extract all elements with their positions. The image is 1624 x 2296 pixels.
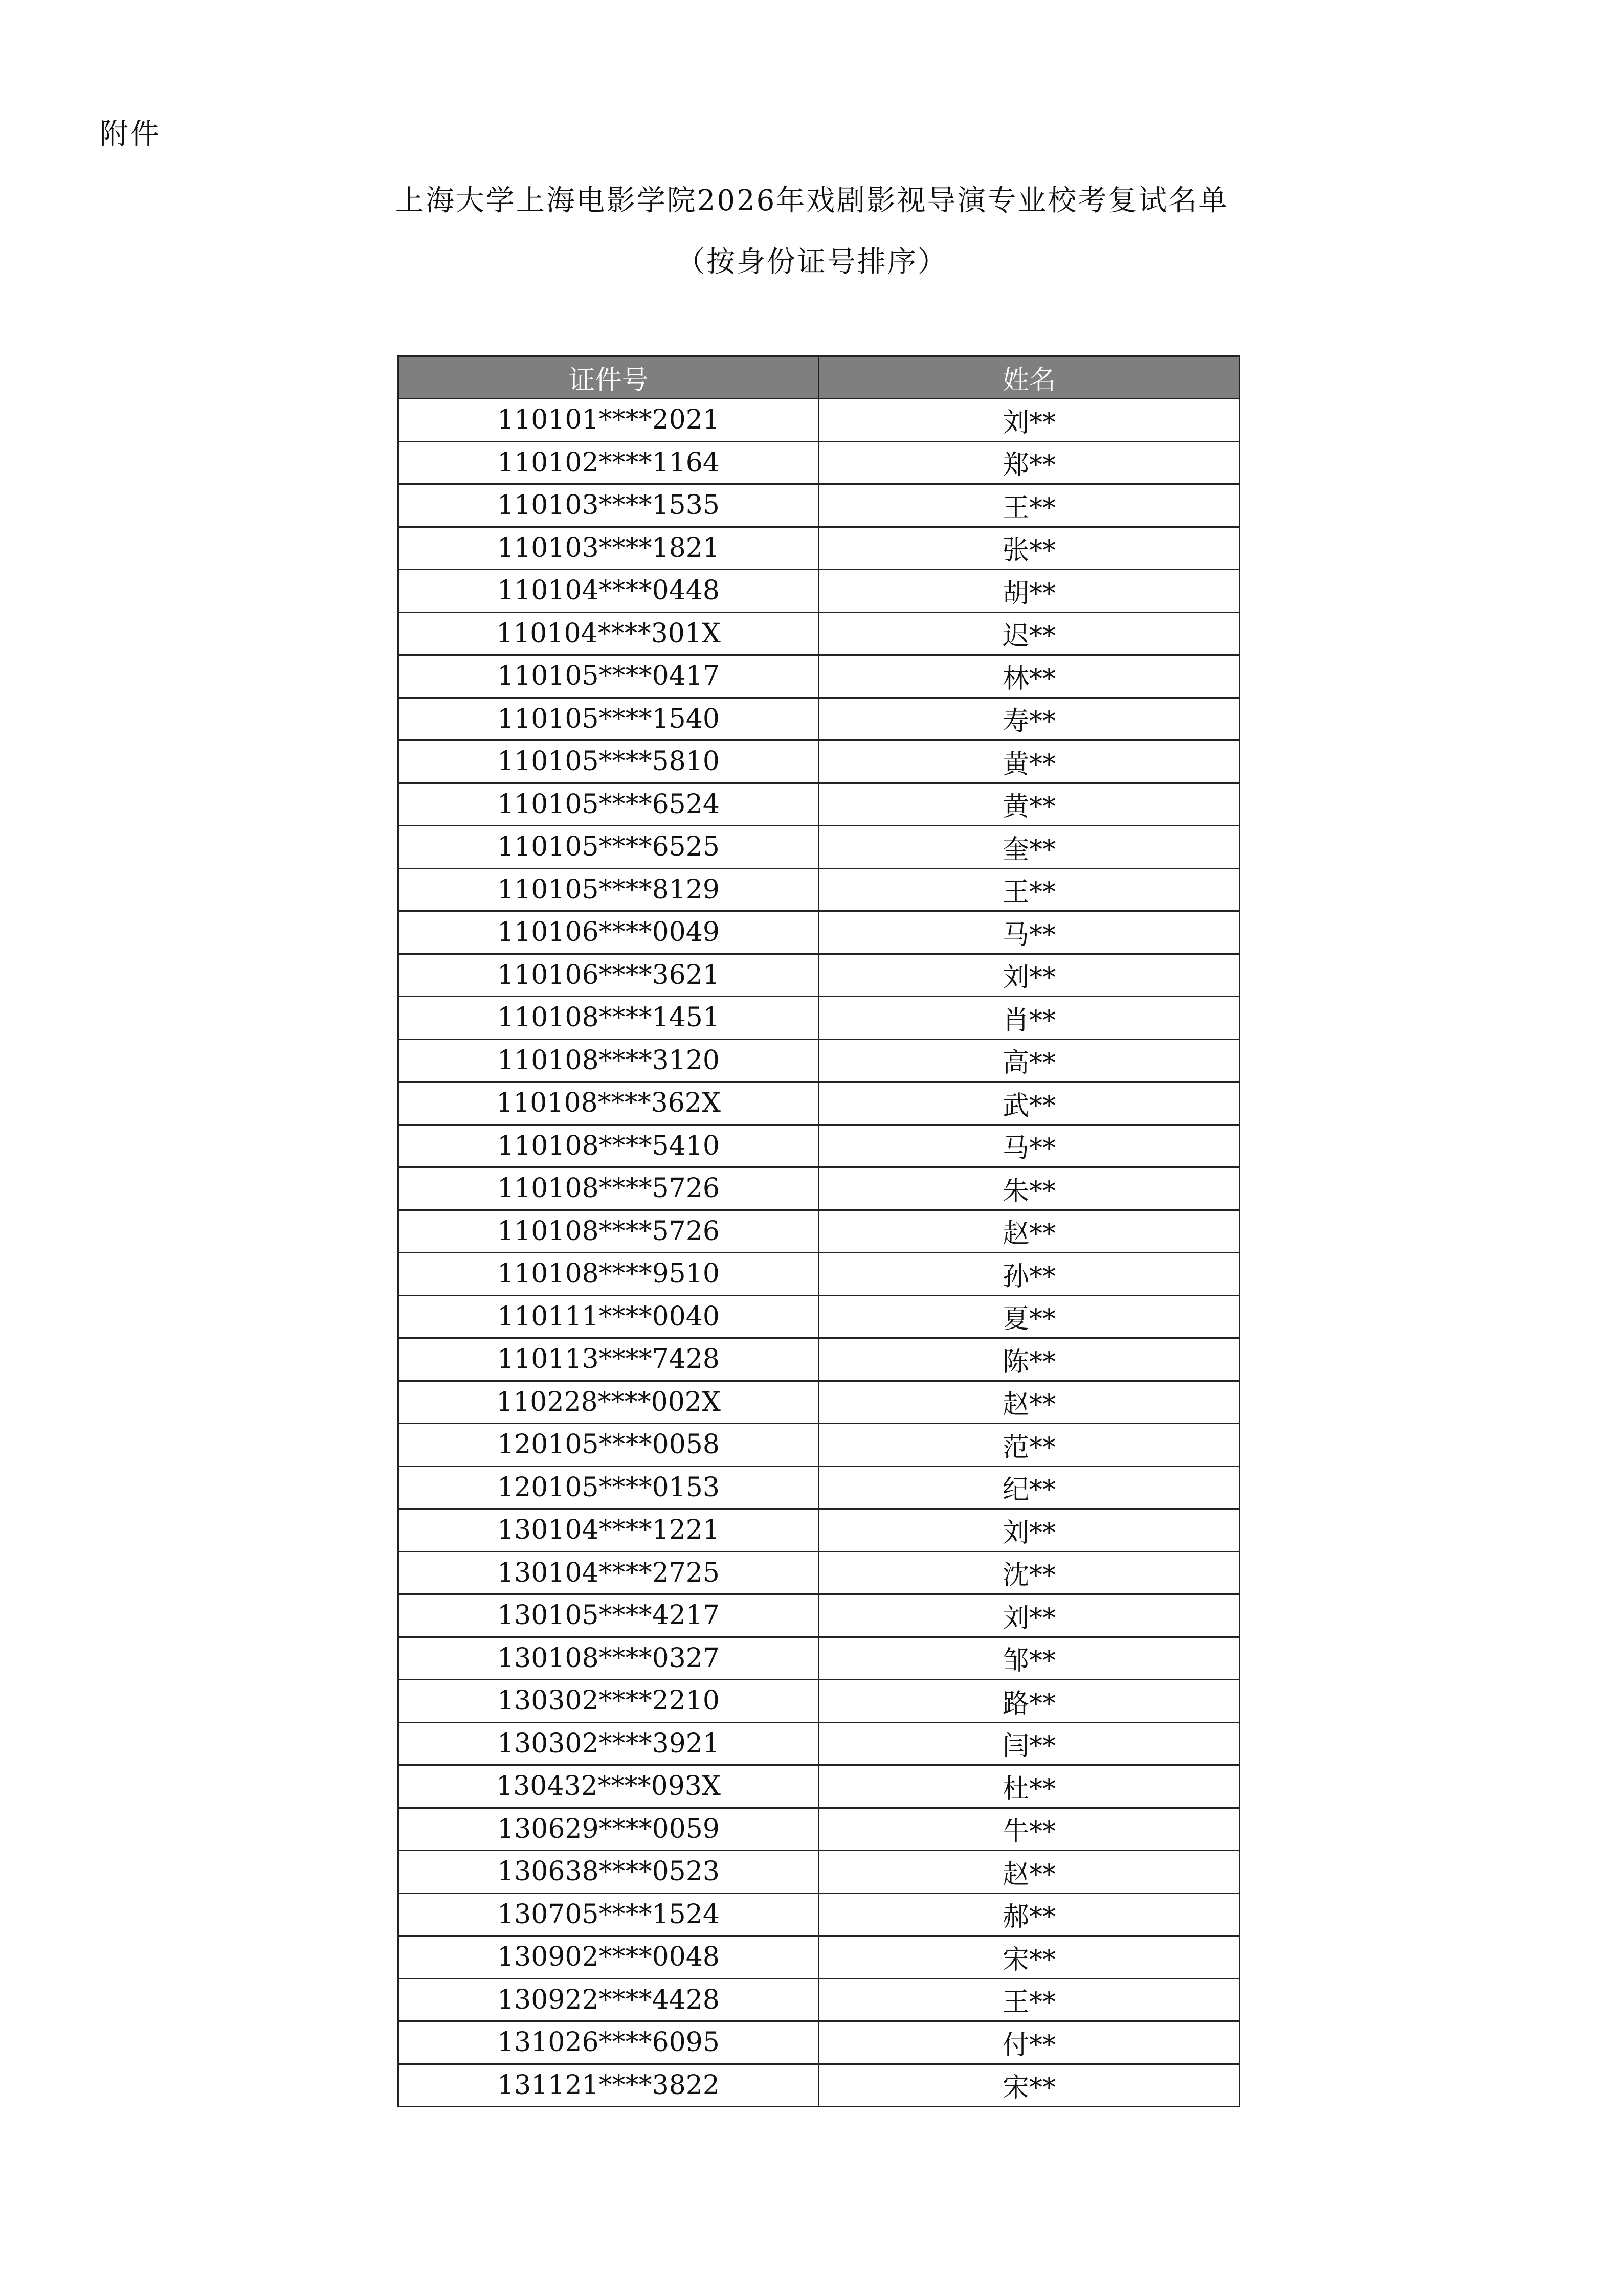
table-row xyxy=(398,1722,1240,1765)
header-id-number: 证件号 xyxy=(398,356,819,399)
id-number-cell: 110108****5726 xyxy=(398,1210,819,1253)
id-number-cell: 110104****301X xyxy=(398,612,819,655)
name-cell: 林** xyxy=(819,655,1240,698)
name-cell: 纪** xyxy=(819,1466,1240,1509)
table-row xyxy=(398,697,1240,740)
id-number-cell: 130108****0327 xyxy=(398,1637,819,1680)
table-row xyxy=(398,740,1240,783)
id-number-cell: 110106****3621 xyxy=(398,954,819,997)
name-cell: 刘** xyxy=(819,1594,1240,1637)
name-cell: 夏** xyxy=(819,1295,1240,1338)
name-cell: 胡** xyxy=(819,570,1240,613)
id-number-cell: 110108****1451 xyxy=(398,997,819,1040)
table-row xyxy=(398,527,1240,570)
name-cell: 高** xyxy=(819,1039,1240,1082)
name-cell: 路** xyxy=(819,1680,1240,1723)
name-cell: 邹** xyxy=(819,1637,1240,1680)
id-number-cell: 110108****3120 xyxy=(398,1039,819,1082)
id-number-cell: 130302****3921 xyxy=(398,1722,819,1765)
name-cell: 宋** xyxy=(819,2064,1240,2107)
table-row xyxy=(398,783,1240,826)
name-cell: 武** xyxy=(819,1082,1240,1125)
id-number-cell: 110113****7428 xyxy=(398,1338,819,1381)
id-number-cell: 120105****0153 xyxy=(398,1466,819,1509)
table-row xyxy=(398,1167,1240,1210)
document-title: 上海大学上海电影学院2026年戏剧影视导演专业校考复试名单 xyxy=(395,184,1229,217)
table-row xyxy=(398,1551,1240,1594)
id-number-cell: 110105****0417 xyxy=(398,655,819,698)
id-number-cell: 110104****0448 xyxy=(398,570,819,613)
id-number-cell: 130104****2725 xyxy=(398,1551,819,1594)
table-header-row xyxy=(398,356,1240,399)
table-row xyxy=(398,1424,1240,1467)
name-cell: 沈** xyxy=(819,1551,1240,1594)
id-number-cell: 130104****1221 xyxy=(398,1509,819,1552)
table-row xyxy=(398,1466,1240,1509)
id-number-cell: 110103****1535 xyxy=(398,484,819,527)
table-row xyxy=(398,441,1240,484)
id-number-cell: 110105****6525 xyxy=(398,826,819,869)
name-cell: 付** xyxy=(819,2021,1240,2064)
name-cell: 孙** xyxy=(819,1253,1240,1296)
table-row xyxy=(398,399,1240,442)
table-row xyxy=(398,655,1240,698)
id-number-cell: 130629****0059 xyxy=(398,1808,819,1851)
id-number-cell: 110103****1821 xyxy=(398,527,819,570)
name-cell: 刘** xyxy=(819,399,1240,442)
name-cell: 刘** xyxy=(819,1509,1240,1552)
id-number-cell: 130902****0048 xyxy=(398,1936,819,1979)
id-number-cell: 131026****6095 xyxy=(398,2021,819,2064)
id-number-cell: 110228****002X xyxy=(398,1381,819,1424)
id-number-cell: 110111****0040 xyxy=(398,1295,819,1338)
table-row xyxy=(398,826,1240,869)
name-cell: 范** xyxy=(819,1424,1240,1467)
table-row xyxy=(398,1637,1240,1680)
name-cell: 闫** xyxy=(819,1722,1240,1765)
name-cell: 马** xyxy=(819,911,1240,954)
name-cell: 迟** xyxy=(819,612,1240,655)
name-cell: 陈** xyxy=(819,1338,1240,1381)
table-row xyxy=(398,1381,1240,1424)
table-row xyxy=(398,612,1240,655)
name-cell: 宋** xyxy=(819,1936,1240,1979)
header-name: 姓名 xyxy=(819,356,1240,399)
name-cell: 赵** xyxy=(819,1851,1240,1894)
table-row xyxy=(398,1124,1240,1167)
name-cell: 刘** xyxy=(819,954,1240,997)
id-number-cell: 110108****9510 xyxy=(398,1253,819,1296)
name-cell: 王** xyxy=(819,484,1240,527)
name-cell: 杜** xyxy=(819,1765,1240,1808)
name-cell: 王** xyxy=(819,868,1240,911)
id-number-cell: 110105****8129 xyxy=(398,868,819,911)
table-row xyxy=(398,1594,1240,1637)
id-number-cell: 130705****1524 xyxy=(398,1893,819,1936)
name-cell: 王** xyxy=(819,1978,1240,2021)
name-cell: 牛** xyxy=(819,1808,1240,1851)
table-row xyxy=(398,2064,1240,2107)
table-row xyxy=(398,911,1240,954)
id-number-cell: 130638****0523 xyxy=(398,1851,819,1894)
name-cell: 黄** xyxy=(819,740,1240,783)
table-row xyxy=(398,868,1240,911)
name-cell: 郑** xyxy=(819,441,1240,484)
table-row xyxy=(398,1082,1240,1125)
table-row xyxy=(398,1295,1240,1338)
table-row xyxy=(398,1039,1240,1082)
id-number-cell: 130302****2210 xyxy=(398,1680,819,1723)
id-number-cell: 110102****1164 xyxy=(398,441,819,484)
name-cell: 马** xyxy=(819,1124,1240,1167)
table-row xyxy=(398,1851,1240,1894)
name-cell: 寿** xyxy=(819,697,1240,740)
id-number-cell: 110106****0049 xyxy=(398,911,819,954)
name-cell: 朱** xyxy=(819,1167,1240,1210)
table-row xyxy=(398,570,1240,613)
id-number-cell: 131121****3822 xyxy=(398,2064,819,2107)
name-cell: 郝** xyxy=(819,1893,1240,1936)
table-row xyxy=(398,1765,1240,1808)
name-cell: 张** xyxy=(819,527,1240,570)
table-row xyxy=(398,1978,1240,2021)
id-number-cell: 130432****093X xyxy=(398,1765,819,1808)
table-row xyxy=(398,997,1240,1040)
id-number-cell: 120105****0058 xyxy=(398,1424,819,1467)
table-row xyxy=(398,1210,1240,1253)
document-subtitle: （按身份证号排序） xyxy=(676,245,948,279)
name-cell: 赵** xyxy=(819,1210,1240,1253)
id-number-cell: 110105****1540 xyxy=(398,697,819,740)
table-row xyxy=(398,1253,1240,1296)
table-body xyxy=(398,399,1240,2107)
id-number-cell: 110101****2021 xyxy=(398,399,819,442)
id-number-cell: 110108****5726 xyxy=(398,1167,819,1210)
id-number-cell: 130105****4217 xyxy=(398,1594,819,1637)
name-cell: 奎** xyxy=(819,826,1240,869)
table-row xyxy=(398,1808,1240,1851)
table-row xyxy=(398,1338,1240,1381)
id-number-cell: 110105****6524 xyxy=(398,783,819,826)
table-row xyxy=(398,1936,1240,1979)
attachment-label: 附件 xyxy=(100,118,161,151)
table-row xyxy=(398,1680,1240,1723)
roster-table xyxy=(397,355,1240,2107)
id-number-cell: 110108****5410 xyxy=(398,1124,819,1167)
table-row xyxy=(398,2021,1240,2064)
id-number-cell: 130922****4428 xyxy=(398,1978,819,2021)
name-cell: 赵** xyxy=(819,1381,1240,1424)
table-row xyxy=(398,954,1240,997)
table-row xyxy=(398,1509,1240,1552)
name-cell: 肖** xyxy=(819,997,1240,1040)
table-row xyxy=(398,1893,1240,1936)
name-cell: 黄** xyxy=(819,783,1240,826)
id-number-cell: 110105****5810 xyxy=(398,740,819,783)
id-number-cell: 110108****362X xyxy=(398,1082,819,1125)
table-row xyxy=(398,484,1240,527)
